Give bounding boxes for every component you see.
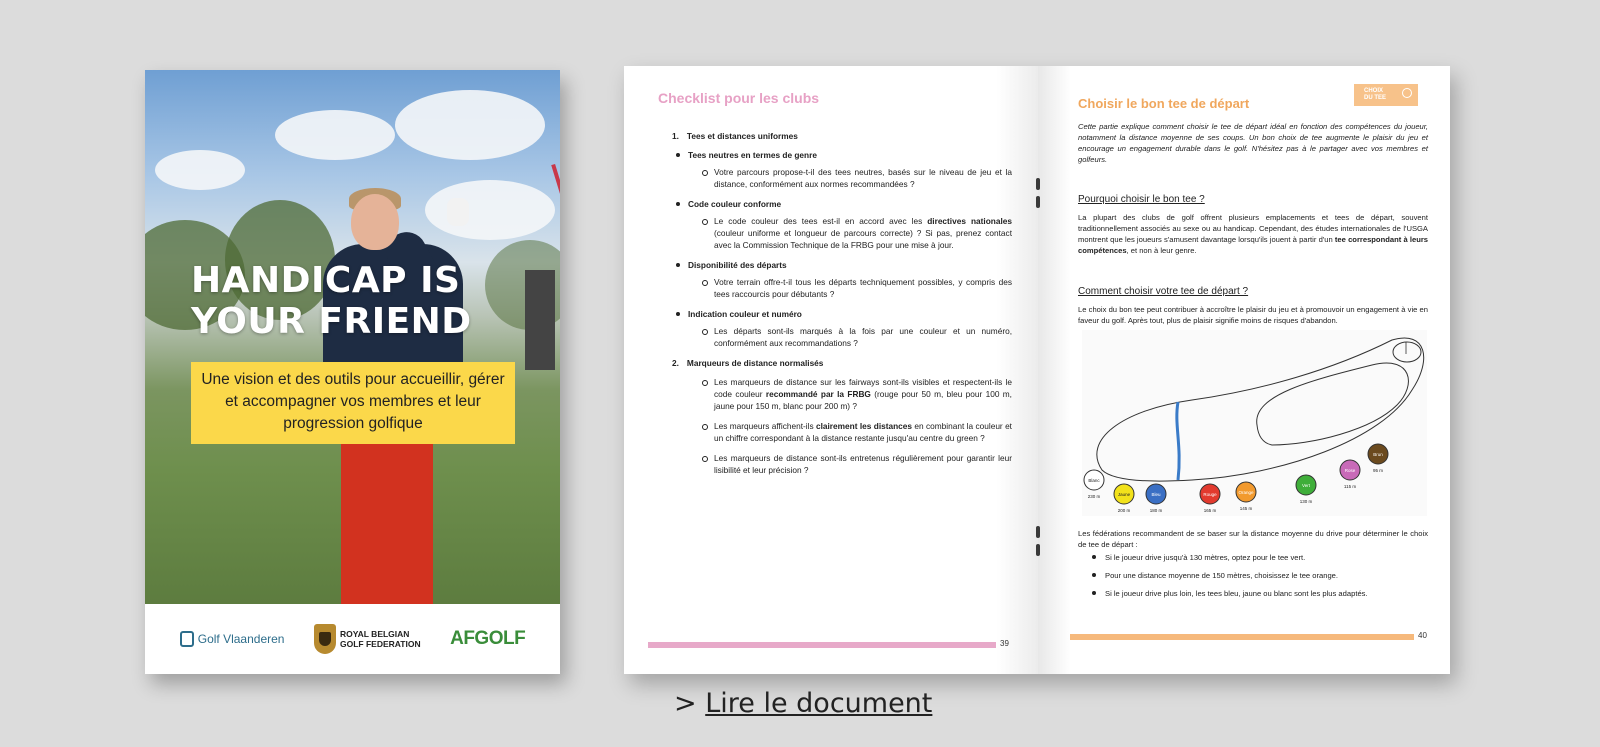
tee-label: Jaune: [1117, 492, 1131, 497]
tee-label: Orange: [1238, 490, 1254, 495]
heading-why: Pourquoi choisir le bon tee ?: [1078, 194, 1205, 205]
golf-vlaanderen-logo: Golf Vlaanderen: [180, 631, 285, 647]
page-number: 40: [1418, 631, 1427, 640]
tee-label: Bleu: [1151, 492, 1161, 497]
tee-distance: 95 m: [1372, 468, 1384, 473]
read-document-cta: > Lire le document: [674, 688, 933, 719]
binding-clip: [1036, 178, 1040, 190]
recommendation-list: [1090, 552, 1420, 606]
brochure-cover[interactable]: [145, 70, 560, 674]
cover-logo-strip: [145, 604, 560, 674]
paragraph-recommendation: Les fédérations recommandent de se baser sur la distance moyenne du drive pour déterminer le choix de tee de départ :: [1078, 529, 1428, 549]
tee-label: Brun: [1373, 452, 1383, 457]
tee-distance: 115 m: [1343, 484, 1357, 489]
tee-label: Rouge: [1203, 492, 1217, 497]
checklist-section: 1. Tees et distances uniformes Tees neutres en termes de genre Votre parcours propose-t-il des tees neutres, basés sur le niveau de jeu et la distance, conformément aux normes recommandées ? Code couleur conforme Le code couleur des tees est-il en accord avec les directives nationales (couleur uniforme et longueur de parcours correcte) ? Si pas, prenez contact avec la Commission Technique de la FRBG pour une mise à jour. Disponibilité des départs Votre terrain offre-t-il tous les départs techniquement possibles, y compris des tees raccourcis pour débutants ? Indication couleur et numéro Les départs sont-ils marqués à la fois par une couleur et un numéro, conformément aux recommandations ?: [672, 131, 1012, 348]
page-footer-bar: [648, 642, 996, 648]
tee-distance: 230 m: [1087, 494, 1101, 499]
afgolf-logo: AFGOLF: [450, 628, 526, 649]
tee-distance: 200 m: [1117, 508, 1131, 513]
tee-label: Vert: [1301, 483, 1311, 488]
rbgf-crest-icon: [314, 624, 336, 654]
checklist-section: 2. Marqueurs de distance normalisés Les marqueurs de distance sur les fairways sont-ils visibles et respectent-ils le code couleur recommandé par la FRBG (rouge pour 50 m, bleu pour 100 m, jaune pour 150 m, blanc pour 200 m) ? Les marqueurs affichent-ils clairement les distances en combinant la couleur et un chiffre correspondant à la distance restante jusqu'au centre du green ? Les marqueurs de distance sont-ils entretenus régulièrement pour garantir leur lisibilité et leur précision ?: [672, 358, 1012, 475]
list-item: Si le joueur drive jusqu'à 130 mètres, optez pour le tee vert.: [1090, 552, 1420, 563]
brochure-spread[interactable]: [624, 66, 1450, 674]
golf-vlaanderen-mark-icon: [180, 631, 194, 647]
tee-distance: 165 m: [1203, 508, 1217, 513]
tee-distance: 145 m: [1239, 506, 1253, 511]
read-document-link[interactable]: Lire le document: [705, 688, 933, 719]
binding-clip: [1036, 196, 1040, 208]
tee-distance: 180 m: [1149, 508, 1163, 513]
tee-label: Blanc: [1088, 478, 1100, 483]
heading-how: Comment choisir votre tee de départ ?: [1078, 286, 1249, 297]
tee-icon: [1402, 88, 1412, 98]
list-item: Pour une distance moyenne de 150 mètres, choisissez le tee orange.: [1090, 570, 1420, 581]
paragraph-how: Le choix du bon tee peut contribuer à accroître le plaisir du jeu et à promouvoir un engagement à vie en faveur du golf. Après tout, plus de plaisir signifie moins de risques d'abandon.: [1078, 305, 1428, 325]
page-39: [624, 66, 1038, 674]
paragraph-why: La plupart des clubs de golf offrent plusieurs emplacements et tees de départ, souvent traditionnellement associés au sexe ou au handicap. Cependant, des études internationales de l'USGA montrent que les joueurs s'amusent davantage lorsqu'ils jouent à partir d'un tee correspondant à leurs compétences, et non à leur genre.: [1078, 213, 1429, 255]
checklist-title: Checklist pour les clubs: [658, 90, 820, 106]
page-40: [1038, 66, 1450, 674]
page-footer-bar: [1070, 634, 1414, 640]
binding-clip: [1036, 526, 1040, 538]
section-tag: CHOIX DU TEE: [1354, 84, 1418, 106]
section-title: Choisir le bon tee de départ: [1078, 96, 1250, 111]
cover-title: HANDICAP IS YOUR FRIEND: [191, 260, 472, 342]
tee-distance: 130 m: [1299, 499, 1313, 504]
list-item: Si le joueur drive plus loin, les tees bleu, jaune ou blanc sont les plus adaptés.: [1090, 588, 1420, 599]
intro-text: Cette partie explique comment choisir le tee de départ idéal en fonction des compétences du joueur, notamment la distance moyenne de ses coups. Un bon choix de tee augmente le plaisir du jeu et encourage un engagement durable dans le golf. N'hésitez pas à le partager avec vos membres et golfeurs.: [1078, 122, 1428, 164]
tee-diagram: [1082, 330, 1427, 516]
cover-subtitle: Une vision et des outils pour accueillir, gérer et accompagner vos membres et leur progression golfique: [191, 362, 515, 444]
page-number: 39: [1000, 639, 1009, 648]
binding-clip: [1036, 544, 1040, 556]
rbgf-logo: ROYAL BELGIAN GOLF FEDERATION: [314, 624, 421, 654]
tee-label: Rose: [1344, 468, 1356, 473]
checklist: [672, 130, 1012, 484]
